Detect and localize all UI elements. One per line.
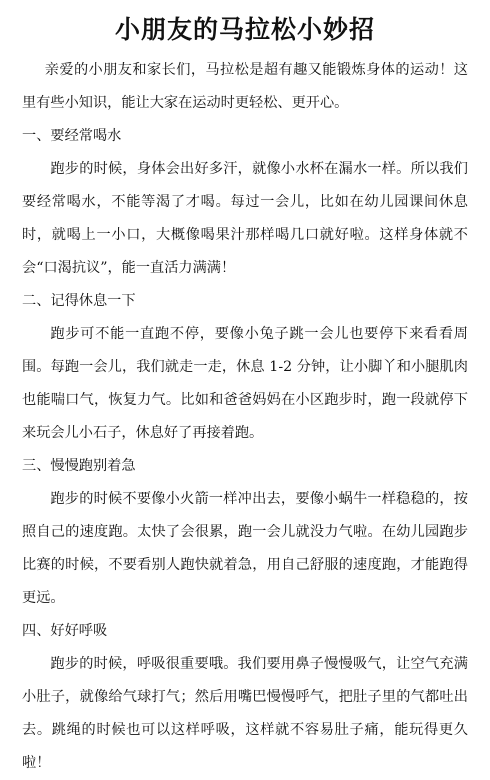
- page-title: 小朋友的马拉松小妙招: [114, 15, 375, 44]
- section-body: 跑步的时候不要像小火箭一样冲出去，要像小蜗牛一样稳稳的，按照自己的速度跑。太快了会很累，跑一会儿就没力气啦。在幼儿园跑步比赛的时候，不要看别人跑快就着急，用自己舒服的速度跑，才能跑得更远。: [22, 491, 468, 606]
- section-3: [22, 450, 468, 615]
- section-heading: 一、要经常喝水: [22, 128, 122, 144]
- section-body: 跑步可不能一直跑不停，要像小兔子跳一会儿也要停下来看看周围。每跑一会儿，我们就走一走，休息 1-2 分钟，让小脚丫和小腿肌肉也能喘口气，恢复力气。比如和爸爸妈妈在小区跑步时，跑一段就停下来玩会儿小石子，休息好了再接着跑。: [22, 326, 468, 441]
- intro-paragraph: 亲爱的小朋友和家长们，马拉松是超有趣又能锻炼身体的运动！这里有些小知识，能让大家在运动时更轻松、更开心。: [22, 62, 468, 111]
- section-body: 跑步的时候，身体会出好多汗，就像小水杯在漏水一样。所以我们要经常喝水，不能等渴了才喝。每过一会儿，比如在幼儿园课间休息时，就喝上一小口，大概像喝果汁那样喝几口就好啦。这样身体就不会“口渴抗议”，能一直活力满满！: [22, 161, 468, 276]
- section-4: [22, 615, 468, 780]
- section-1: [22, 120, 468, 285]
- section-body: 跑步的时候，呼吸很重要哦。我们要用鼻子慢慢吸气，让空气充满小肚子，就像给气球打气；然后用嘴巴慢慢呼气，把肚子里的气都吐出去。跳绳的时候也可以这样呼吸，这样就不容易肚子痛，能玩得更久啦！: [22, 656, 468, 771]
- section-2: [22, 285, 468, 450]
- section-heading: 二、记得休息一下: [22, 293, 136, 309]
- section-heading: 四、好好呼吸: [22, 623, 108, 639]
- section-heading: 三、慢慢跑别着急: [22, 458, 136, 474]
